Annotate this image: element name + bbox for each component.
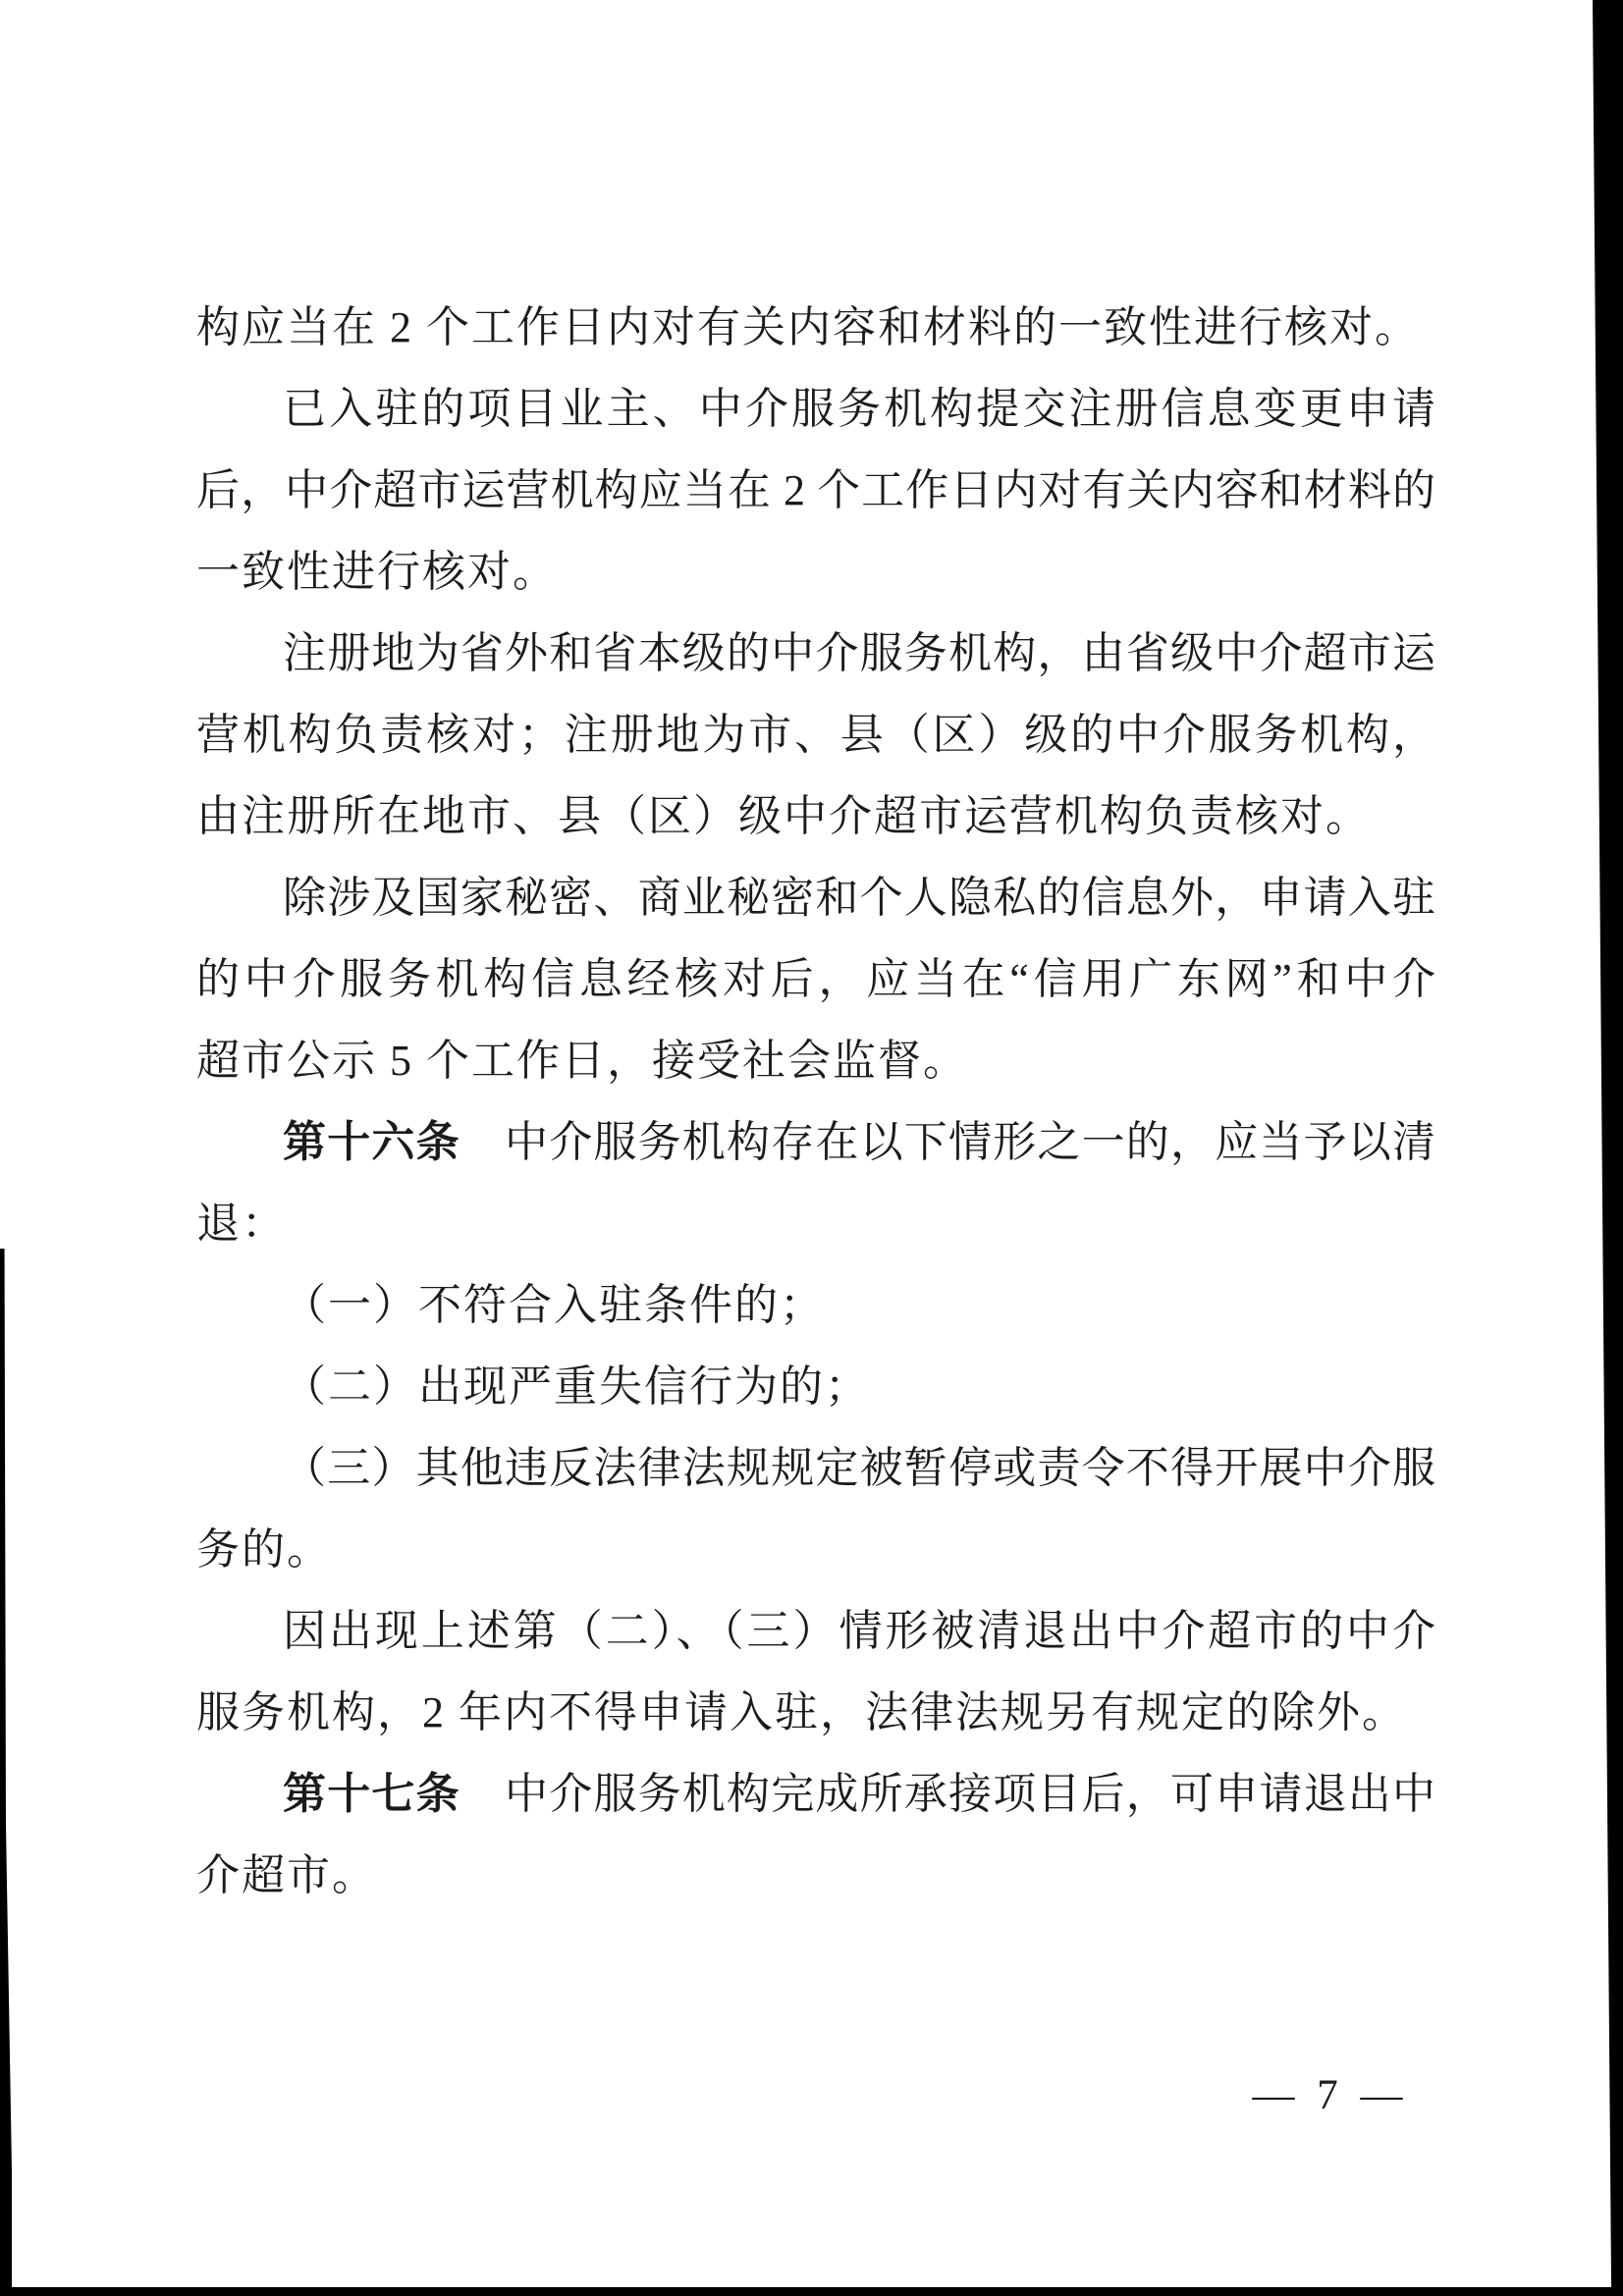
scan-edge-bottom <box>0 2287 1623 2296</box>
text-line-05: 注册地为省外和省本级的中介服务机构，由省级中介超市运 <box>283 629 1435 677</box>
scan-edge-right <box>1588 0 1623 2296</box>
text-line-13: （一）不符合入驻条件的； <box>283 1281 825 1329</box>
text-line-02: 已入驻的项目业主、中介服务机构提交注册信息变更申请 <box>283 385 1435 433</box>
article-17-line <box>196 1753 1435 1835</box>
text-line-01: 构应当在 2 个工作日内对有关内容和材料的一致性进行核对。 <box>196 303 1420 351</box>
text-line-04: 一致性进行核对。 <box>196 548 558 596</box>
text-line-07: 由注册所在地市、县（区）级中介超市运营机构负责核对。 <box>196 792 1371 840</box>
text-line-14: （二）出现严重失信行为的； <box>283 1362 870 1411</box>
article-17-heading: 第十七条 <box>283 1770 460 1818</box>
page-number: — 7 — <box>1252 2072 1409 2118</box>
text-line-06: 营机构负责核对；注册地为市、县（区）级的中介服务机构， <box>196 711 1435 759</box>
article-16-heading: 第十六条 <box>283 1118 460 1166</box>
text-line-08: 除涉及国家秘密、商业秘密和个人隐私的信息外，申请入驻 <box>283 874 1435 922</box>
text-line-20: 介超市。 <box>196 1851 377 1899</box>
text-line-10: 超市公示 5 个工作日，接受社会监督。 <box>196 1037 968 1085</box>
text-line-15: （三）其他违反法律法规规定被暂停或责令不得开展中介服 <box>283 1444 1435 1492</box>
article-16-text: 中介服务机构存在以下情形之一的，应当予以清 <box>460 1118 1436 1166</box>
text-line-12: 退： <box>196 1200 287 1248</box>
text-line-16: 务的。 <box>196 1525 332 1574</box>
text-line-17: 因出现上述第（二）、（三）情形被清退出中介超市的中介 <box>283 1607 1435 1655</box>
text-line-09: 的中介服务机构信息经核对后，应当在“信用广东网”和中介 <box>196 955 1435 1003</box>
scan-edge-left <box>0 1249 12 2296</box>
article-16-line <box>196 1101 1435 1183</box>
article-17-text: 中介服务机构完成所承接项目后，可申请退出中 <box>460 1770 1436 1818</box>
page-text <box>196 287 1435 1916</box>
text-line-18: 服务机构，2 年内不得申请入驻，法律法规另有规定的除外。 <box>196 1688 1407 1736</box>
text-line-03: 后，中介超市运营机构应当在 2 个工作日内对有关内容和材料的 <box>196 466 1435 514</box>
